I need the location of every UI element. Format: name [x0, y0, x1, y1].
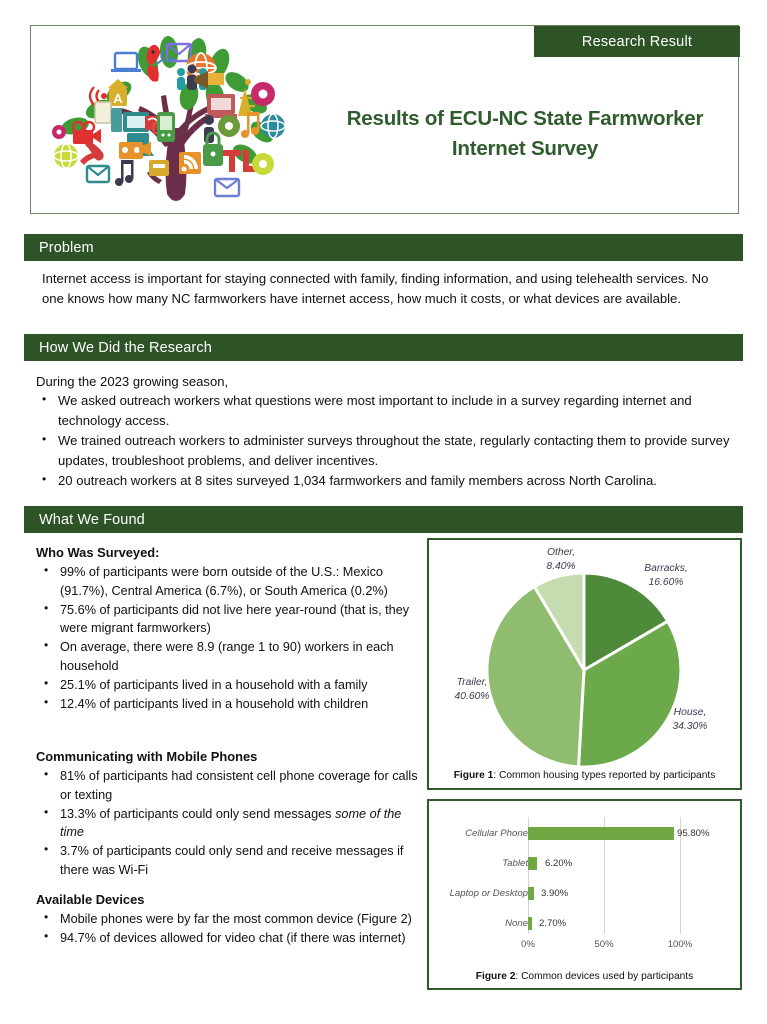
list-item: • 81% of participants had consistent cell phone coverage for calls or texting	[36, 767, 418, 805]
list-item: • 25.1% of participants lived in a household with a family	[36, 676, 418, 695]
bar-row-none	[429, 917, 740, 930]
section-band-method: How We Did the Research	[24, 334, 743, 361]
pie-chart	[429, 540, 740, 788]
figure-2-caption	[429, 971, 740, 982]
subsection-heading: Who Was Surveyed:	[36, 545, 160, 560]
bar-value-label: 95.80%	[677, 828, 710, 839]
problem-paragraph: Internet access is important for staying connected with family, finding information, and using telehealth services. No one knows how many NC farmworkers have internet access, how much it costs, or what devices are available.	[42, 271, 709, 306]
bar-row-laptop-or-desktop	[429, 887, 740, 900]
list-item: • We trained outreach workers to administer surveys throughout the state, regularly contacting them to provide survey updates, troubleshoot problems, and deliver incentives.	[36, 431, 742, 471]
xtick-label-50: 50%	[594, 939, 614, 950]
bar-chart	[429, 801, 740, 988]
figure-2-number: Figure 2	[475, 971, 516, 982]
pie-label-house-value: 34.30%	[672, 720, 708, 732]
list-item: • 75.6% of participants did not live here year-round (that is, they were migrant farmworkers)	[36, 601, 418, 639]
method-bullet-list	[36, 391, 742, 490]
technology-tree-logo	[49, 34, 304, 212]
title-line-2: Internet Survey	[451, 137, 599, 161]
who-surveyed-bullets	[36, 563, 418, 713]
research-result-badge: Research Result	[534, 26, 740, 57]
pie-label-other: Other, 8.40%	[546, 547, 576, 572]
method-intro-text: During the 2023 growing season,	[36, 374, 229, 389]
list-item: • 99% of participants were born outside of the U.S.: Mexico (91.7%), Central America (6.7%), or South America (0.2%)	[36, 563, 418, 601]
section-band-findings: What We Found	[24, 506, 743, 533]
bar-row-tablet	[429, 857, 740, 870]
svg-text:A: A	[113, 91, 123, 106]
bar-fill-tablet	[528, 857, 537, 870]
figure-2-caption-body: : Common devices used by participants	[515, 971, 694, 982]
xtick-label-0: 0%	[521, 939, 535, 950]
page-title	[319, 104, 731, 165]
pie-label-barracks-value: 16.60%	[648, 576, 684, 588]
findings-group-mobile-phones	[36, 747, 418, 880]
pie-label-trailer-name: Trailer	[456, 677, 485, 688]
figure-1-box	[427, 538, 742, 790]
section-band-problem: Problem	[24, 234, 743, 261]
list-item: • We asked outreach workers what questions were most important to include in a survey regarding internet and technology access.	[36, 391, 742, 431]
pie-label-house: House, 34.30%	[672, 707, 708, 732]
bar-fill-cellular-phone	[528, 827, 674, 840]
bar-category-label: Tablet	[502, 858, 528, 869]
pie-label-trailer-value: 40.60%	[454, 690, 490, 702]
subsection-heading: Communicating with Mobile Phones	[36, 749, 258, 764]
bar-category-label: Cellular Phone	[465, 828, 528, 839]
pie-label-house-name: House	[673, 707, 704, 718]
header-box	[30, 25, 739, 214]
pie-label-barracks-name: Barracks	[644, 563, 685, 574]
bar-value-label: 2.70%	[539, 918, 567, 929]
figure-1-number: Figure 1	[453, 770, 494, 781]
figure-1-caption-body: : Common housing types reported by participants	[493, 770, 716, 781]
bar-category-label: None	[505, 918, 528, 929]
emphasis-text: some of the time	[60, 806, 402, 840]
available-devices-bullets	[36, 910, 418, 948]
list-item: • 3.7% of participants could only send and receive messages if there was Wi-Fi	[36, 842, 418, 880]
bar-value-label: 6.20%	[545, 858, 573, 869]
bar-category-label: Laptop or Desktop	[449, 888, 528, 899]
figure-1-caption	[429, 770, 740, 781]
pie-label-other-name: Other	[546, 547, 573, 558]
pie-label-barracks: Barracks, 16.60%	[644, 563, 688, 588]
bar-fill-none	[528, 917, 532, 930]
mobile-phone-bullets	[36, 767, 418, 880]
list-item: • 12.4% of participants lived in a household with children	[36, 695, 418, 714]
method-bullets	[36, 391, 742, 490]
list-item-text: 13.3% of participants could only send messages some of the time	[60, 806, 402, 840]
title-line-1: Results of ECU-NC State Farmworker	[346, 107, 704, 130]
pie-label-other-value: 8.40%	[546, 560, 576, 572]
list-item: • 20 outreach workers at 8 sites surveyed 1,034 farmworkers and family members across North Carolina.	[36, 471, 742, 491]
pie-label-trailer: Trailer, 40.60%	[454, 677, 490, 702]
findings-group-available-devices	[36, 890, 418, 948]
bar-fill-laptop-or-desktop	[528, 887, 534, 900]
bar-row-cellular-phone	[429, 827, 740, 840]
figure-2-box	[427, 799, 742, 990]
xtick-label-100: 100%	[667, 939, 693, 950]
list-item: • Mobile phones were by far the most common device (Figure 2)	[36, 910, 418, 929]
list-item: • 94.7% of devices allowed for video chat (if there was internet)	[36, 929, 418, 948]
bar-value-label: 3.90%	[541, 888, 569, 899]
subsection-heading: Available Devices	[36, 892, 145, 907]
list-item: • On average, there were 8.9 (range 1 to 90) workers in each household	[36, 638, 418, 676]
list-item	[36, 805, 418, 843]
findings-group-who-surveyed	[36, 543, 418, 713]
